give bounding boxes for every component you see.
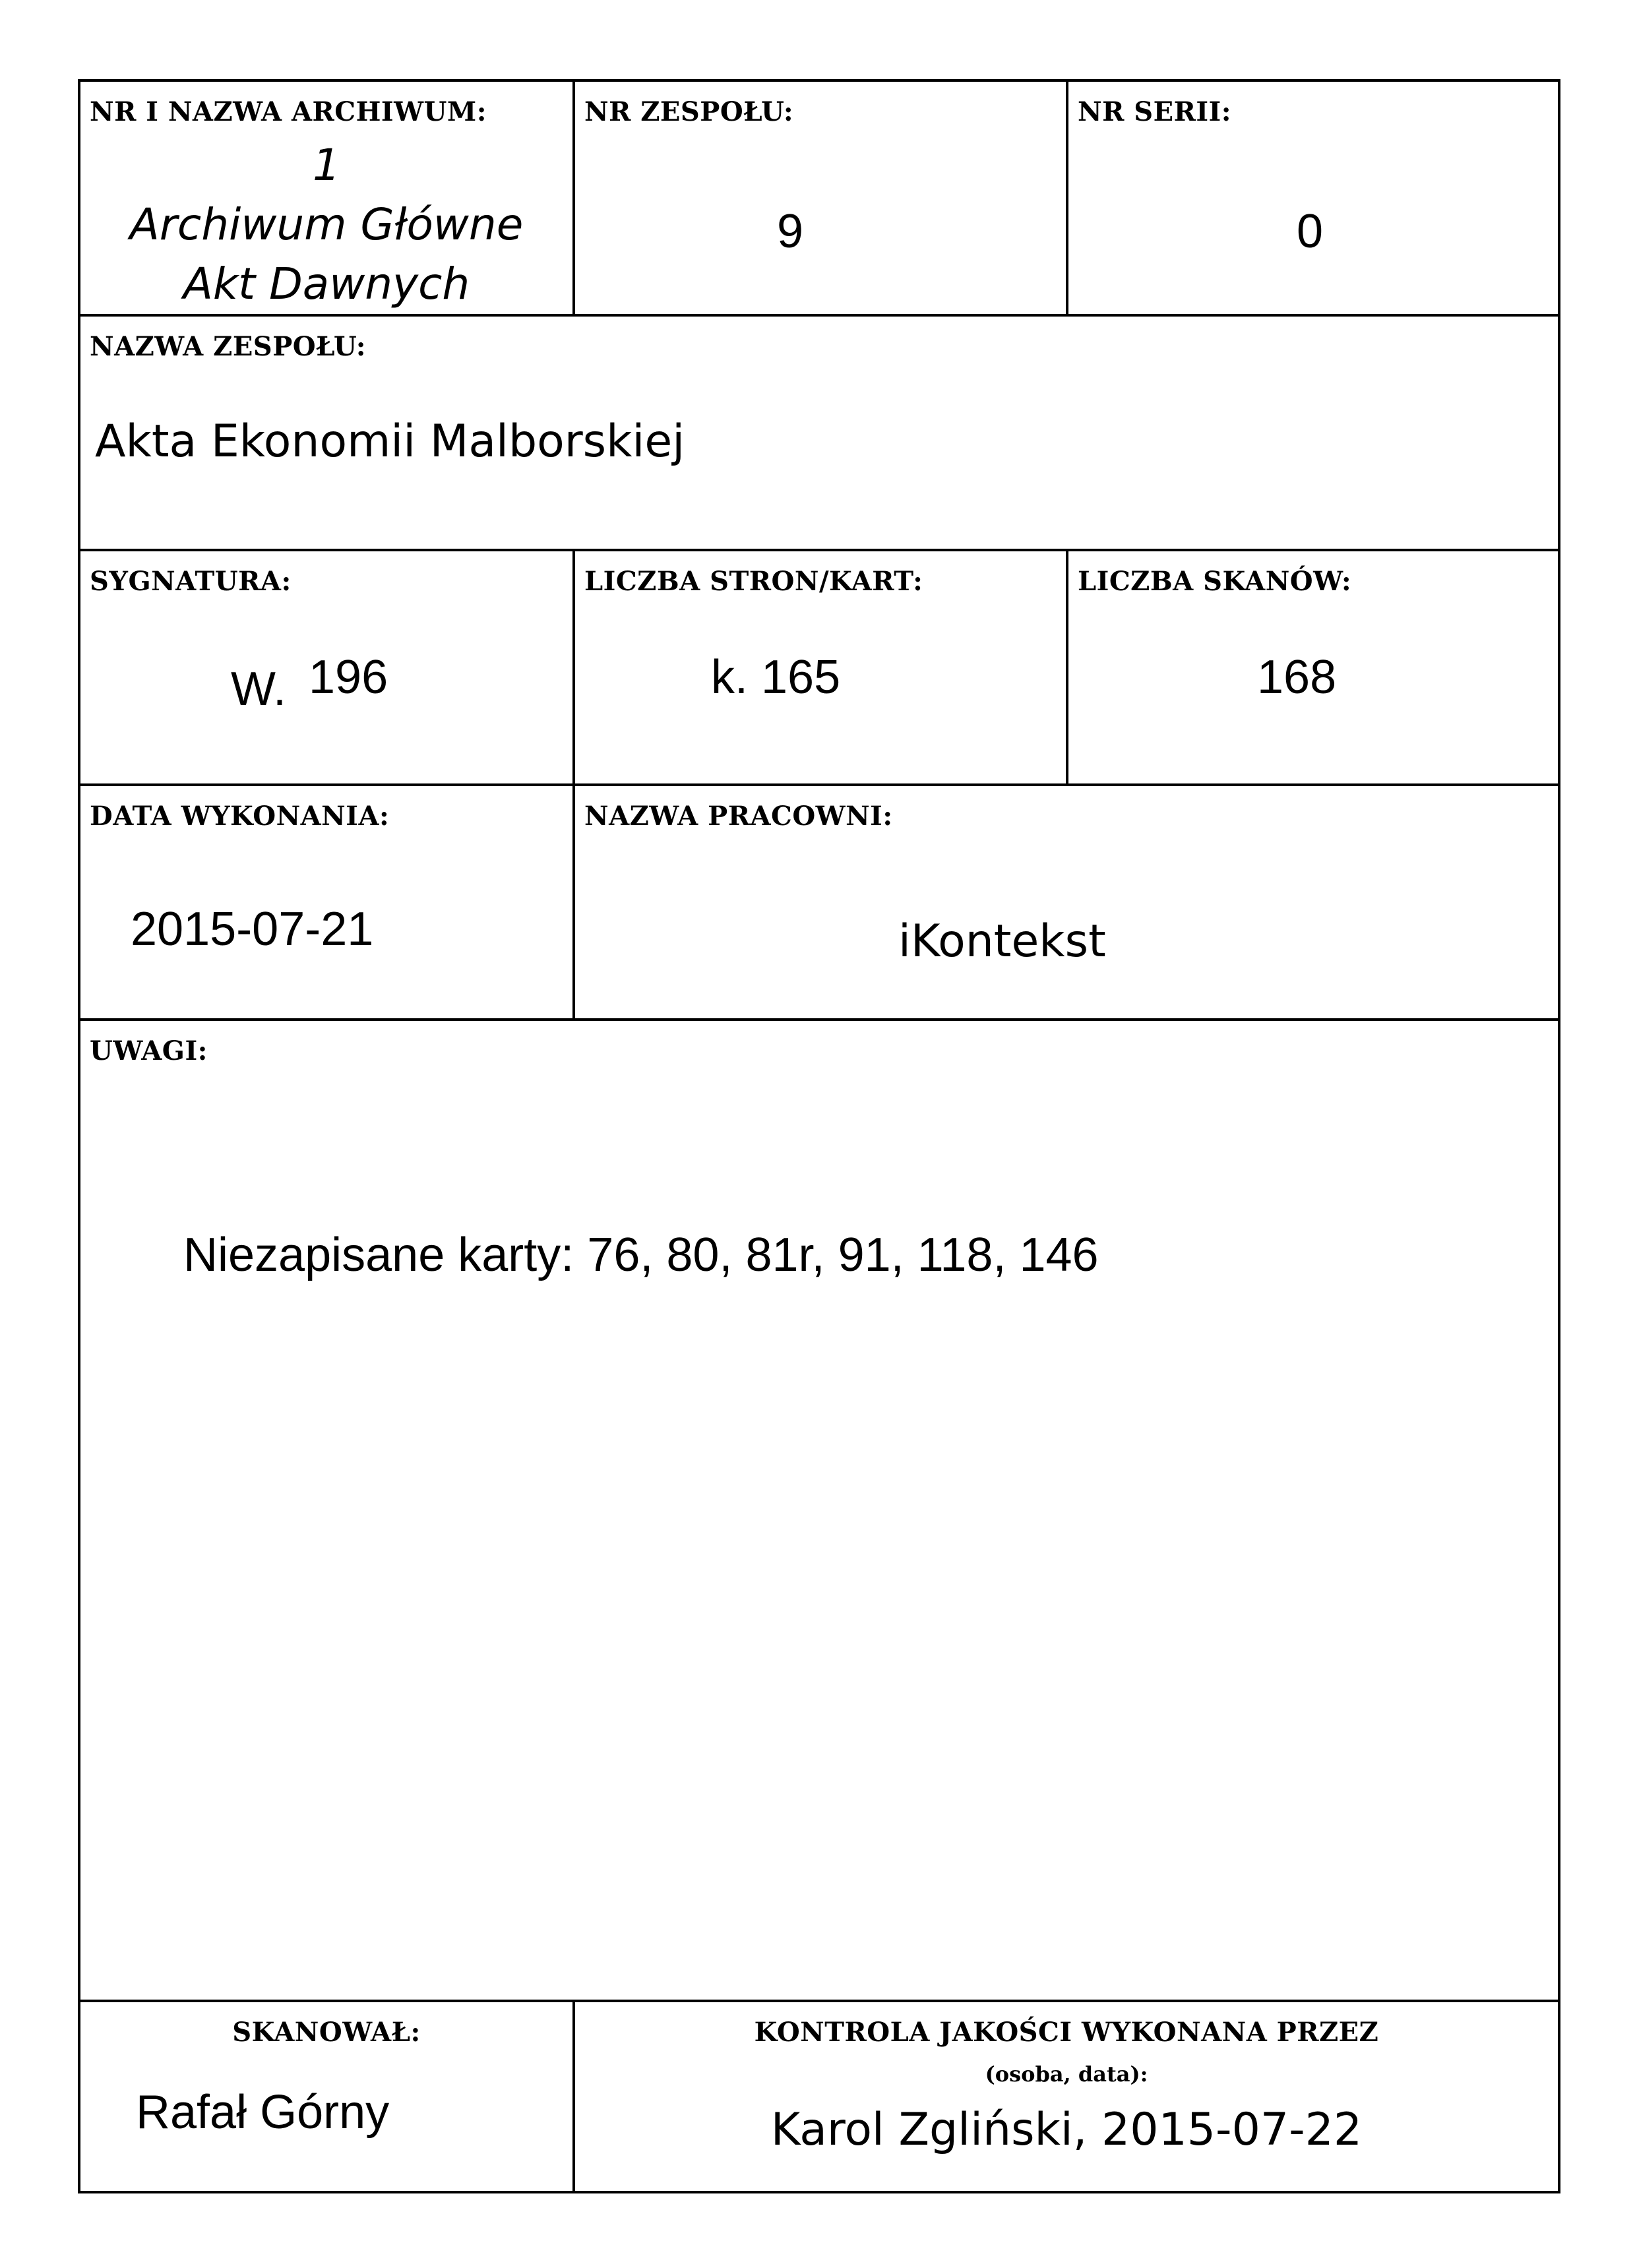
fond-name-label: NAZWA ZESPOŁU: [90, 331, 367, 362]
execution-date-cell [80, 786, 575, 1021]
scan-count-label: LICZBA SKANÓW: [1078, 566, 1352, 597]
fond-name-value: Akta Ekonomii Malborskiej [95, 415, 685, 468]
fond-name-cell [80, 317, 1558, 551]
quality-control-cell [575, 2002, 1558, 2191]
scanned-by-value: Rafał Górny [136, 2086, 390, 2139]
series-number-cell [1068, 82, 1558, 317]
quality-control-label: KONTROLA JAKOŚCI WYKONANA PRZEZ [754, 2017, 1379, 2048]
notes-value: Niezapisane karty: 76, 80, 81r, 91, 118, 146 [183, 1229, 1099, 1281]
notes-cell [80, 1021, 1558, 2002]
page-count-value: k. 165 [711, 651, 841, 704]
scanned-by-label: SKANOWAŁ: [232, 2017, 421, 2048]
signature-label: SYGNATURA: [90, 566, 292, 597]
signature-value: 196 [309, 651, 388, 704]
series-number-value: 0 [1297, 205, 1324, 258]
archive-label: NR I NAZWA ARCHIWUM: [90, 96, 487, 127]
notes-label: UWAGI: [90, 1035, 208, 1066]
fond-number-cell [575, 82, 1068, 317]
archive-name [80, 136, 572, 314]
archive-cell [80, 82, 575, 317]
quality-control-value: Karol Zgliński, 2015-07-22 [770, 2104, 1363, 2156]
scanned-by-cell [80, 2002, 575, 2191]
archive-name-line1: Archiwum Główne [129, 199, 524, 250]
metadata-form [78, 79, 1560, 2193]
scan-count-value: 168 [1257, 651, 1337, 704]
archive-number: 1 [313, 140, 340, 191]
workshop-cell [575, 786, 1558, 1021]
fond-number-label: NR ZESPOŁU: [584, 96, 794, 127]
signature-cell [80, 551, 575, 786]
archive-name-line2: Akt Dawnych [183, 259, 470, 309]
workshop-value: iKontekst [898, 915, 1106, 967]
fond-number-value: 9 [777, 205, 804, 258]
execution-date-label: DATA WYKONANIA: [90, 801, 390, 832]
series-number-label: NR SERII: [1078, 96, 1232, 127]
page-count-cell [575, 551, 1068, 786]
workshop-label: NAZWA PRACOWNI: [584, 801, 893, 832]
execution-date-value: 2015-07-21 [131, 903, 374, 956]
scan-count-cell [1068, 551, 1558, 786]
signature-prefix: W. [231, 663, 286, 716]
page-count-label: LICZBA STRON/KART: [584, 566, 923, 597]
quality-control-sublabel: (osoba, data): [985, 2062, 1148, 2087]
